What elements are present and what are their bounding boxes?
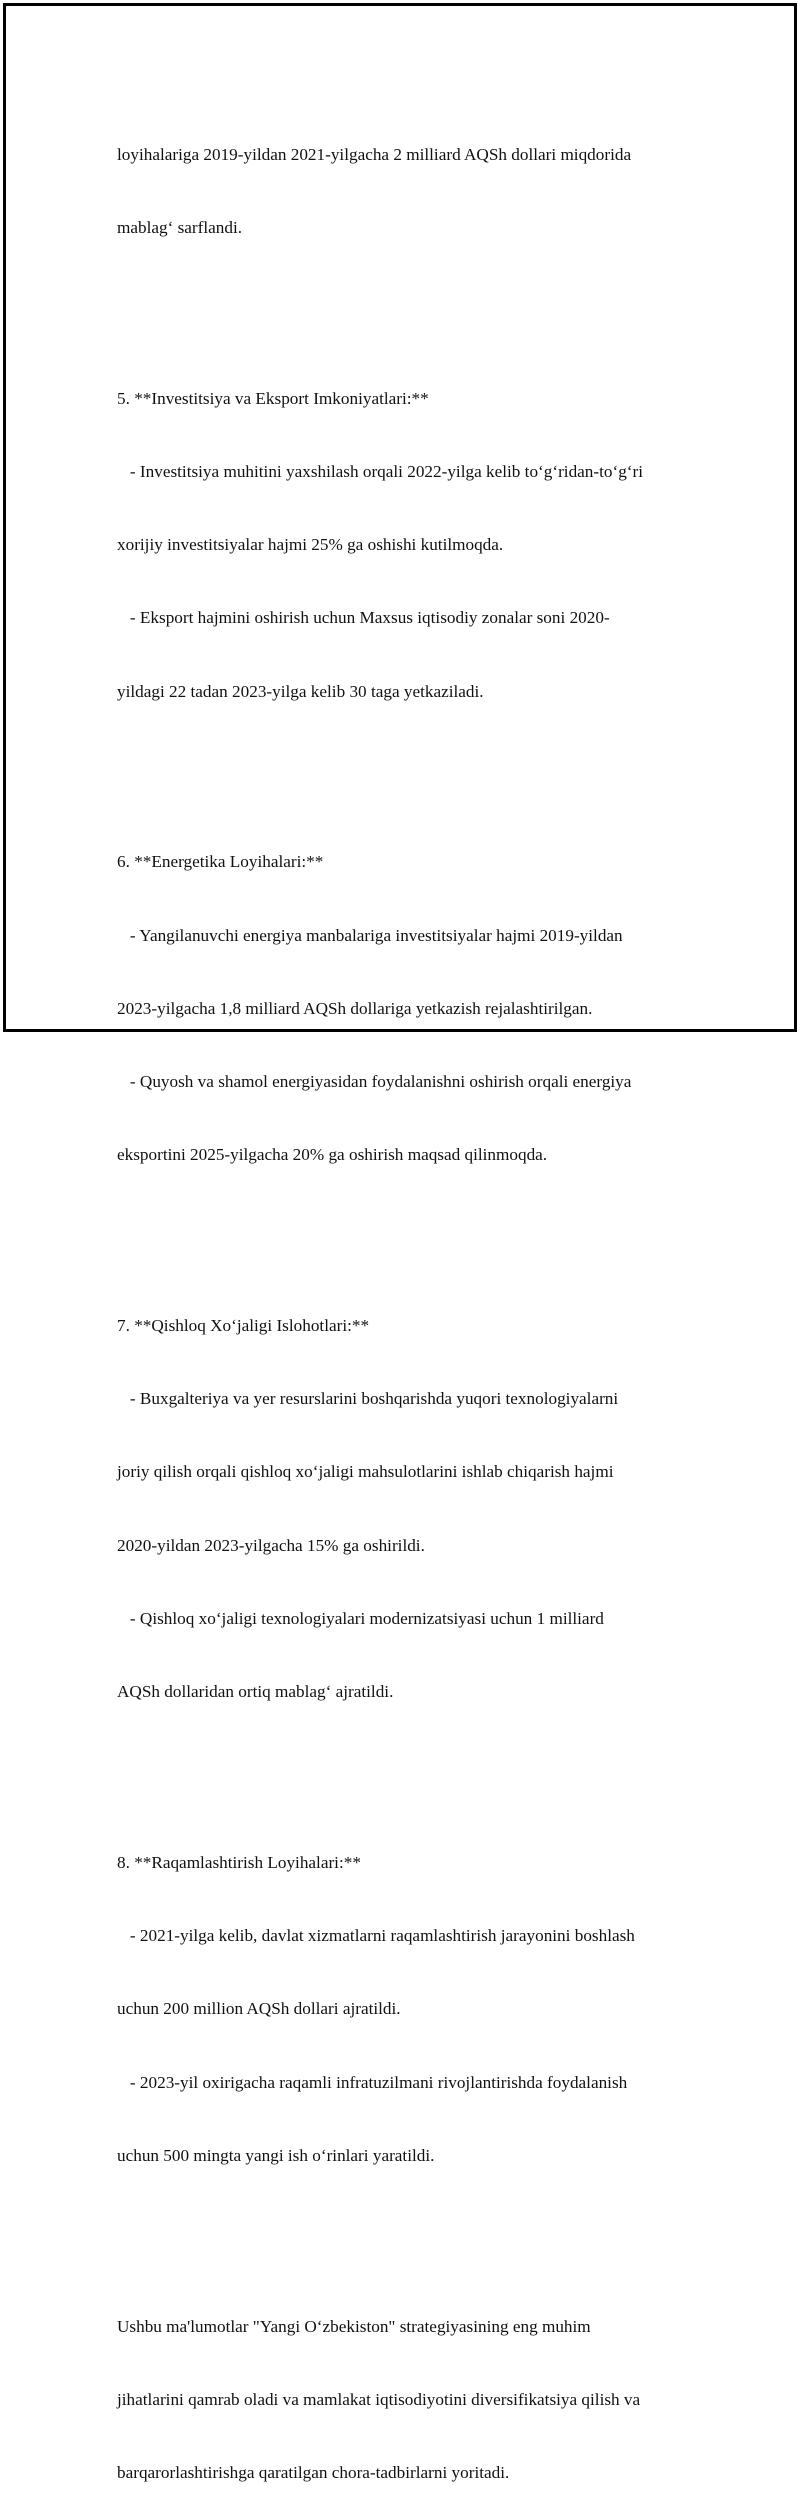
text-line: - Yangilanuvchi energiya manbalariga investitsiyalar hajmi 2019-yildan (117, 925, 623, 945)
text-line: 2023-yilgacha 1,8 milliard AQSh dollariga yetkazish rejalashtirilgan. (117, 998, 593, 1018)
text-line: AQSh dollaridan ortiq mablag‘ ajratildi. (117, 1682, 394, 1702)
text-line: mablag‘ sarflandi. (117, 218, 243, 238)
section-heading-5: 5. **Investitsiya va Eksport Imkoniyatlari:** (117, 388, 429, 408)
paragraph-gap (117, 1753, 687, 1777)
paragraph-gap (117, 2217, 687, 2241)
text-line: - Quyosh va shamol energiyasidan foydalanishni oshirish orqali energiya (117, 1072, 632, 1092)
paragraph-gap (117, 753, 687, 777)
text-line: - 2023-yil oxirigacha raqamli infratuzilmani rivojlantirishda foydalanish (117, 2072, 628, 2092)
text-line: - Eksport hajmini oshirish uchun Maxsus iqtisodiy zonalar soni 2020- (117, 608, 610, 628)
text-line: joriy qilish orqali qishloq xo‘jaligi mahsulotlarini ishlab chiqarish hajmi (117, 1462, 614, 1482)
summary-line: jihatlarini qamrab oladi va mamlakat iqtisodiyotini diversifikatsiya qilish va (117, 2389, 641, 2409)
paragraph-gap (117, 1216, 687, 1240)
text-line: xorijiy investitsiyalar hajmi 25% ga oshishi kutilmoqda. (117, 535, 504, 555)
paragraph-gap (117, 289, 687, 313)
section-heading-7: 7. **Qishloq Xo‘jaligi Islohotlari:** (117, 1316, 370, 1336)
section-heading-6: 6. **Energetika Loyihalari:** (117, 852, 324, 872)
text-line: 2020-yildan 2023-yilgacha 15% ga oshirildi. (117, 1535, 425, 1555)
text-line: eksportini 2025-yilgacha 20% ga oshirish maqsad qilinmoqda. (117, 1145, 548, 1165)
summary-line: Ushbu ma'lumotlar "Yangi O‘zbekiston" strategiyasining eng muhim (117, 2316, 591, 2336)
text-line: uchun 500 mingta yangi ish o‘rinlari yaratildi. (117, 2145, 435, 2165)
text-line: - Buxgalteriya va yer resurslarini boshqarishda yuqori texnologiyalarni (117, 1389, 619, 1409)
text-line: - Investitsiya muhitini yaxshilash orqali 2022-yilga kelib to‘g‘ridan-to‘g‘ri (117, 462, 644, 482)
text-line: uchun 200 million AQSh dollari ajratildi. (117, 1999, 401, 2019)
text-line: loyihalariga 2019-yildan 2021-yilgacha 2 milliard AQSh dollari miqdorida (117, 144, 632, 164)
section-heading-8: 8. **Raqamlashtirish Loyihalari:** (117, 1852, 361, 1872)
text-line: yildagi 22 tadan 2023-yilga kelib 30 taga yetkaziladi. (117, 681, 484, 701)
text-line: - 2021-yilga kelib, davlat xizmatlarni raqamlashtirish jarayonini boshlash (117, 1926, 635, 1946)
text-line: - Qishloq xo‘jaligi texnologiyalari modernizatsiyasi uchun 1 milliard (117, 1608, 604, 1628)
document-body (117, 94, 687, 2510)
summary-line: barqarorlashtirishga qaratilgan chora-tadbirlarni yoritadi. (117, 2462, 510, 2482)
